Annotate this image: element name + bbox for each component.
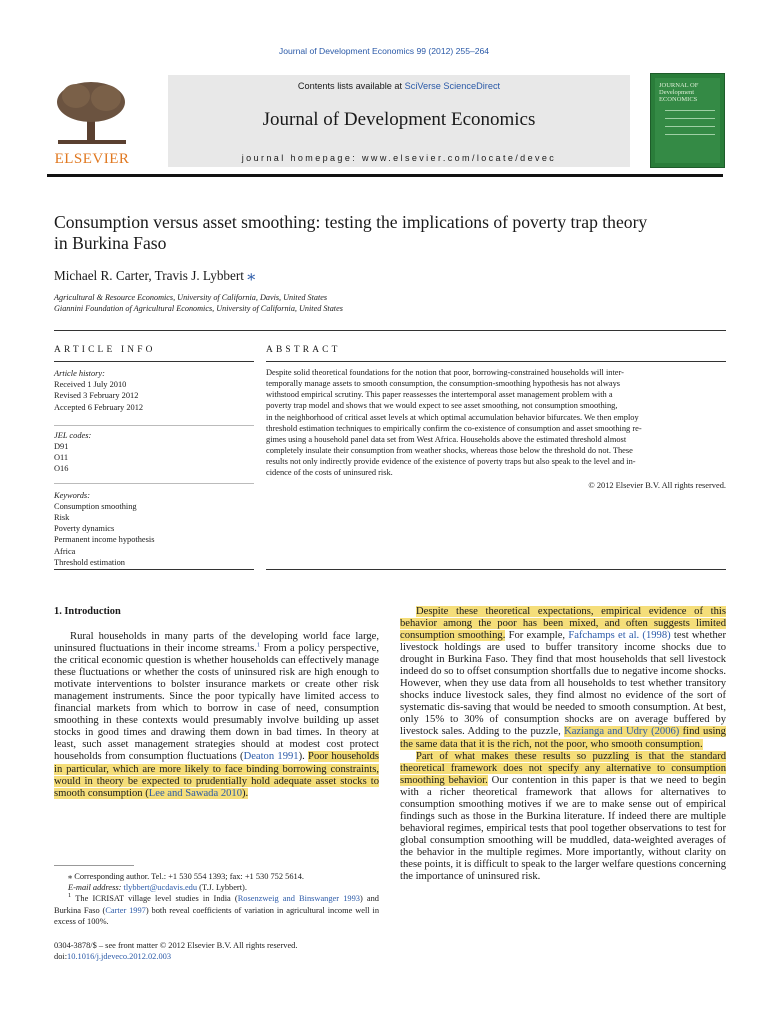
abstract-copyright: © 2012 Elsevier B.V. All rights reserved. <box>588 480 726 490</box>
abstract-heading: ABSTRACT <box>266 345 341 355</box>
highlighted-text: Poor households in particular, which are more likely to face binding borrowing constraints, would in theory be expected to prudentially hold adequate asset stocks to smooth consumption (Lee and Sawada 2010). <box>54 751 379 799</box>
publisher-name: ELSEVIER <box>54 151 130 167</box>
abstract-line: poverty trap model and shows that we would expect to see asset smoothing, not consumption smoothing, <box>266 401 618 411</box>
abstract-line: results not only indirectly provide evidence of the existence of poverty traps but also speak to the level and in- <box>266 457 636 467</box>
highlighted-text: Kazianga and Udry (2006) find using the same data that it is the rich, not the poor, who smooth consumption. <box>400 726 726 750</box>
doi-link[interactable]: 10.1016/j.jdeveco.2012.02.003 <box>67 952 172 962</box>
corresponding-author-note: Corresponding author. Tel.: +1 530 554 1393; fax: +1 530 752 5614. <box>74 872 304 881</box>
footnote-rule <box>54 865 134 866</box>
jel-code: O11 <box>54 453 69 463</box>
citation-link[interactable]: Lee and Sawada 2010 <box>148 787 243 799</box>
abstract-text <box>266 367 726 491</box>
jel-code: O16 <box>54 464 69 474</box>
revised-date: Revised 3 February 2012 <box>54 391 139 401</box>
citation-link[interactable]: Kazianga and Udry (2006) <box>564 726 680 738</box>
journal-cover-image <box>650 73 725 168</box>
keyword: Threshold estimation <box>54 557 125 567</box>
keyword: Risk <box>54 513 70 523</box>
sciencedirect-link[interactable]: SciVerse ScienceDirect <box>404 81 501 91</box>
article-info <box>54 368 254 568</box>
elsevier-tree-icon <box>48 78 136 148</box>
footnote-ref-1[interactable]: 1 <box>256 641 261 649</box>
citation-link[interactable]: Deaton 1991 <box>243 751 299 763</box>
highlighted-text: Despite these theoretical expectations, empirical evidence of this behavior among the poor has been mixed, and often suggests limited consumption smoothing. <box>400 606 726 642</box>
abstract-line: Despite solid theoretical foundations for the notion that poor, borrowing-constrained households will inter- <box>266 368 624 377</box>
journal-homepage[interactable]: journal homepage: www.elsevier.com/locate/devec <box>241 153 557 163</box>
keyword: Consumption smoothing <box>54 501 137 511</box>
section-heading-introduction: 1. Introduction <box>54 606 121 617</box>
citation-link[interactable]: Rosenzweig and Binswanger 1993 <box>237 894 360 904</box>
affiliations: Agricultural & Resource Economics, University of California, Davis, United States Giannini Foundation of Agricultural Economics, University of California, United States <box>54 293 343 313</box>
abstract-bottom-rule <box>266 569 726 570</box>
abstract-line: completely insulate their consumption from weather shocks, whereas those below the threshold do not. These <box>266 446 633 456</box>
journal-banner <box>168 75 630 167</box>
intro-paragraph: Rural households in many parts of the developing world face large, uninsured fluctuations in their income streams.$^1$ From a policy perspective, the critical economic question is whether households can effectively manage these fluctuations or whether the costs of uninsured risk are high enough to motivate interventions to bolster insurance markets or create other risk management instruments. Since the poor typically have limited access to financial markets from which to borrow in case of need, consumption smoothing in these contexts would presumably involve building up asset stocks in good times and drawing them down in bad times. In theory at least, such asset management strategies should at modest cost protect households from consumption fluctuations (Deaton 1991). Poor households in particular, which are more likely to face binding borrowing constraints, would in theory be expected to prudentially hold adequate asset stocks to smooth consumption (Lee and Sawada 2010). <box>54 631 379 799</box>
keyword: Africa <box>54 546 76 556</box>
right-column: Despite these theoretical expectations, empirical evidence of this behavior among the poor has been mixed, and often suggests limited consumption smoothing. For example, Fafchamps et al. (1998) test whether livestock holdings are used to buffer transitory income shocks due to drought in Burkina Faso. They find that most households that sell livestock indeed do so to offset consumption shortfalls due to negative income shocks. However, when they use data from all households to test whether transitory shocks induce livestock sales, they find almost no evidence of the sort of systematic dis-saving that would be needed to smooth consumption. At best, only 15% to 30% of consumption shocks are on average buffered by livestock sales. Adding to the puzzle, Kazianga and Udry (2006) find using the same data that it is the rich, not the poor, who smooth consumption. Part of what makes these results so puzzling is that the standard theoretical framework does not specify any alternative to consumption smoothing behavior. Our contention in this paper is that we need to begin with a richer theoretical framework that allows for alternatives to consumption smoothing motives if we are to make sense out of empirical findings such as those in the Burkina literature. If indeed there are multiple behavioral regimes, empirical tests that pool together observations to test for global consumption smoothing will be muddled, data-weighted averages of the behavior in the multiple regimes. More importantly, without clarity on these points, it is difficult to speak to the larger welfare questions concerning the importance of uninsured risk. <box>400 606 726 883</box>
abstract-line: in the neighborhood of critical asset levels at which optimal accumulation behavior bifurcates. We then employ <box>266 412 639 422</box>
journal-title: Journal of Development Economics <box>262 109 536 130</box>
accepted-date: Accepted 6 February 2012 <box>54 402 144 412</box>
author-email-link[interactable]: tlybbert@ucdavis.edu <box>123 883 198 893</box>
abstract-rule <box>266 361 726 362</box>
jel-label: JEL codes: <box>54 430 92 440</box>
history-label: Article history: <box>54 369 105 378</box>
authors: Michael R. Carter, Travis J. Lybbert ⁎ <box>54 267 256 284</box>
article-title: Consumption versus asset smoothing: testing the implications of poverty trap theory in Burkina Faso <box>54 212 648 253</box>
keyword: Poverty dynamics <box>54 524 115 534</box>
abstract-line: threshold estimation techniques to empirically confirm the co-existence of consumption and asset smoothing re- <box>266 423 642 433</box>
keywords-label: Keywords: <box>54 490 90 500</box>
elsevier-logo <box>48 78 136 167</box>
info-rule <box>54 361 254 362</box>
contents-line: Contents lists available at SciVerse ScienceDirect <box>297 81 501 91</box>
abstract-line: cidence of the costs of uninsured risk. <box>266 468 393 478</box>
keyword: Permanent income hypothesis <box>54 535 155 545</box>
footnotes: ⁎ Corresponding author. Tel.: +1 530 554 1393; fax: +1 530 752 5614. E-mail address: tlybbert@ucdavis.edu (T.J. Lybbert). $^1$ The ICRISAT village level studies in India (Rosenzweig and Binswanger 1993) and Burkina Faso (Carter 1997) both reveal coefficients of variation in agricultural income well in excess of 100%. <box>54 872 380 926</box>
affiliation-rule <box>54 330 726 331</box>
highlighted-text: Part of what makes these results so puzzling is that the standard theoretical framework does not specify any alternative to consumption smoothing behavior. <box>400 750 726 786</box>
abstract-line: withstood empirical scrutiny. This paper reassesses the intertemporal asset management problem with a <box>266 390 613 400</box>
jel-code: D91 <box>54 442 69 452</box>
cover-line-3: ECONOMICS <box>659 96 698 103</box>
citation-link[interactable]: Fafchamps et al. (1998) <box>568 630 671 642</box>
info-bottom-rule <box>54 569 254 570</box>
header-rule <box>47 174 723 177</box>
article-info-heading: ARTICLE INFO <box>54 345 156 355</box>
received-date: Received 1 July 2010 <box>54 380 127 390</box>
journal-citation[interactable]: Journal of Development Economics 99 (2012) 255–264 <box>278 46 490 56</box>
abstract-line: gimes using a household panel data set from West Africa. Households above the estimated threshold almost <box>266 434 627 444</box>
footer: 0304-3878/$ – see front matter © 2012 Elsevier B.V. All rights reserved. doi:10.1016/j.jdeveco.2012.02.003 <box>54 940 384 962</box>
abstract-line: temporally manage assets to smooth consumption, the consumption-smoothing hypothesis has not always <box>266 379 621 389</box>
corresponding-author-mark[interactable]: ⁎ <box>247 267 256 284</box>
issn-line: 0304-3878/$ – see front matter © 2012 Elsevier B.V. All rights reserved. <box>54 941 298 950</box>
citation-link[interactable]: Carter 1997 <box>105 905 146 915</box>
cover-line-1: JOURNAL OF <box>659 82 699 89</box>
cover-line-2: Development <box>659 89 695 96</box>
